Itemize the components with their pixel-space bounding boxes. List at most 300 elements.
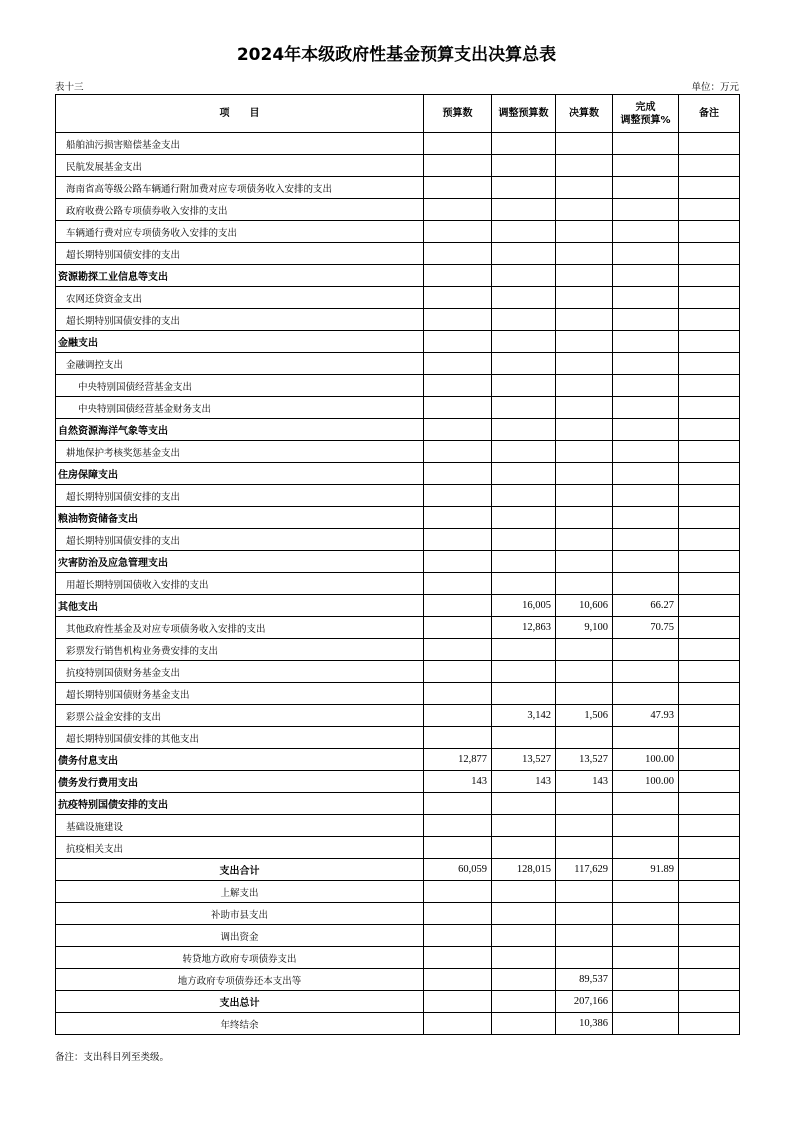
row-final-account — [556, 529, 613, 551]
row-note — [679, 309, 740, 331]
table-row — [56, 287, 740, 309]
row-note — [679, 463, 740, 485]
row-label: 资源勘探工业信息等支出 — [56, 265, 424, 287]
header-completion-ratio — [613, 95, 679, 133]
row-adjusted-budget — [492, 727, 556, 749]
row-label: 耕地保护考核奖惩基金支出 — [56, 441, 424, 463]
row-adjusted-budget — [492, 419, 556, 441]
header-budget: 预算数 — [424, 95, 492, 133]
table-row — [56, 793, 740, 815]
row-completion-ratio — [613, 639, 679, 661]
table-row — [56, 309, 740, 331]
row-label: 住房保障支出 — [56, 463, 424, 485]
row-adjusted-budget — [492, 529, 556, 551]
row-adjusted-budget — [492, 507, 556, 529]
row-adjusted-budget — [492, 815, 556, 837]
row-final-account — [556, 551, 613, 573]
row-note — [679, 441, 740, 463]
row-completion-ratio — [613, 353, 679, 375]
row-final-account: 89,537 — [556, 969, 613, 991]
row-completion-ratio — [613, 903, 679, 925]
row-final-account: 13,527 — [556, 749, 613, 771]
row-final-account — [556, 683, 613, 705]
row-completion-ratio — [613, 815, 679, 837]
row-budget — [424, 969, 492, 991]
row-note — [679, 683, 740, 705]
row-note — [679, 639, 740, 661]
row-adjusted-budget — [492, 969, 556, 991]
row-budget — [424, 177, 492, 199]
row-adjusted-budget: 143 — [492, 771, 556, 793]
row-note — [679, 529, 740, 551]
row-budget — [424, 661, 492, 683]
row-final-account: 10,606 — [556, 595, 613, 617]
row-final-account — [556, 331, 613, 353]
row-completion-ratio — [613, 133, 679, 155]
row-adjusted-budget — [492, 199, 556, 221]
row-completion-ratio — [613, 309, 679, 331]
row-label: 彩票公益金安排的支出 — [56, 705, 424, 727]
row-budget — [424, 683, 492, 705]
row-note — [679, 727, 740, 749]
row-adjusted-budget — [492, 287, 556, 309]
table-row — [56, 265, 740, 287]
row-adjusted-budget — [492, 155, 556, 177]
row-note — [679, 815, 740, 837]
table-row — [56, 485, 740, 507]
row-completion-ratio — [613, 441, 679, 463]
row-adjusted-budget — [492, 573, 556, 595]
table-row — [56, 947, 740, 969]
row-completion-ratio — [613, 947, 679, 969]
row-note — [679, 903, 740, 925]
row-completion-ratio — [613, 243, 679, 265]
row-note — [679, 705, 740, 727]
row-label: 用超长期特别国债收入安排的支出 — [56, 573, 424, 595]
row-note — [679, 265, 740, 287]
row-completion-ratio — [613, 573, 679, 595]
table-number: 表十三 — [55, 82, 84, 93]
row-label: 债务付息支出 — [56, 749, 424, 771]
row-final-account — [556, 903, 613, 925]
table-row — [56, 969, 740, 991]
row-note — [679, 837, 740, 859]
row-label: 调出资金 — [56, 925, 424, 947]
table-row — [56, 331, 740, 353]
row-label: 超长期特别国债安排的其他支出 — [56, 727, 424, 749]
row-budget — [424, 441, 492, 463]
row-completion-ratio — [613, 221, 679, 243]
row-completion-ratio — [613, 925, 679, 947]
table-row — [56, 177, 740, 199]
row-note — [679, 595, 740, 617]
row-label: 超长期特别国债安排的支出 — [56, 485, 424, 507]
table-row — [56, 991, 740, 1013]
row-final-account — [556, 309, 613, 331]
table-row — [56, 243, 740, 265]
row-label: 抗疫特别国债财务基金支出 — [56, 661, 424, 683]
row-label: 超长期特别国债安排的支出 — [56, 529, 424, 551]
row-final-account — [556, 947, 613, 969]
table-body — [56, 133, 740, 1035]
row-adjusted-budget — [492, 1013, 556, 1035]
row-final-account: 9,100 — [556, 617, 613, 639]
row-budget — [424, 639, 492, 661]
row-completion-ratio — [613, 1013, 679, 1035]
expenditure-table — [55, 94, 740, 1035]
row-budget — [424, 617, 492, 639]
table-row — [56, 661, 740, 683]
table-row — [56, 771, 740, 793]
row-budget — [424, 991, 492, 1013]
row-budget — [424, 397, 492, 419]
row-final-account — [556, 265, 613, 287]
row-budget — [424, 903, 492, 925]
table-row — [56, 815, 740, 837]
row-adjusted-budget — [492, 221, 556, 243]
row-final-account — [556, 441, 613, 463]
row-completion-ratio — [613, 397, 679, 419]
table-row — [56, 133, 740, 155]
row-note — [679, 617, 740, 639]
row-note — [679, 925, 740, 947]
row-adjusted-budget — [492, 331, 556, 353]
row-label: 上解支出 — [56, 881, 424, 903]
row-final-account — [556, 507, 613, 529]
header-adjusted-budget: 调整预算数 — [492, 95, 556, 133]
row-completion-ratio — [613, 375, 679, 397]
row-label: 年终结余 — [56, 1013, 424, 1035]
row-adjusted-budget: 128,015 — [492, 859, 556, 881]
row-budget — [424, 199, 492, 221]
row-completion-ratio — [613, 419, 679, 441]
row-completion-ratio: 100.00 — [613, 749, 679, 771]
row-final-account — [556, 925, 613, 947]
row-budget — [424, 815, 492, 837]
row-note — [679, 353, 740, 375]
row-note — [679, 551, 740, 573]
table-row — [56, 529, 740, 551]
row-completion-ratio: 66.27 — [613, 595, 679, 617]
row-completion-ratio — [613, 837, 679, 859]
row-note — [679, 969, 740, 991]
row-label: 支出合计 — [56, 859, 424, 881]
row-label: 超长期特别国债财务基金支出 — [56, 683, 424, 705]
table-header-row — [56, 95, 740, 133]
row-budget — [424, 485, 492, 507]
row-final-account — [556, 573, 613, 595]
row-completion-ratio — [613, 551, 679, 573]
row-label: 中央特别国债经营基金财务支出 — [56, 397, 424, 419]
row-note — [679, 991, 740, 1013]
row-budget — [424, 573, 492, 595]
table-row — [56, 441, 740, 463]
row-completion-ratio — [613, 331, 679, 353]
row-budget — [424, 419, 492, 441]
row-note — [679, 221, 740, 243]
row-note — [679, 199, 740, 221]
row-note — [679, 507, 740, 529]
row-final-account — [556, 815, 613, 837]
row-budget — [424, 595, 492, 617]
row-budget — [424, 155, 492, 177]
row-adjusted-budget: 16,005 — [492, 595, 556, 617]
row-completion-ratio — [613, 991, 679, 1013]
row-adjusted-budget — [492, 375, 556, 397]
row-budget: 143 — [424, 771, 492, 793]
row-label: 车辆通行费对应专项债务收入安排的支出 — [56, 221, 424, 243]
row-adjusted-budget — [492, 661, 556, 683]
row-final-account — [556, 881, 613, 903]
row-final-account — [556, 397, 613, 419]
row-budget — [424, 507, 492, 529]
row-note — [679, 331, 740, 353]
row-adjusted-budget — [492, 133, 556, 155]
row-completion-ratio — [613, 529, 679, 551]
row-label: 灾害防治及应急管理支出 — [56, 551, 424, 573]
table-row — [56, 859, 740, 881]
row-final-account — [556, 793, 613, 815]
row-budget — [424, 287, 492, 309]
row-label: 抗疫特别国债安排的支出 — [56, 793, 424, 815]
row-budget — [424, 265, 492, 287]
row-label: 债务发行费用支出 — [56, 771, 424, 793]
table-row — [56, 617, 740, 639]
row-final-account — [556, 485, 613, 507]
row-adjusted-budget — [492, 309, 556, 331]
table-row — [56, 573, 740, 595]
row-budget — [424, 529, 492, 551]
table-row — [56, 507, 740, 529]
table-row — [56, 683, 740, 705]
row-adjusted-budget — [492, 177, 556, 199]
table-row — [56, 837, 740, 859]
table-row — [56, 705, 740, 727]
row-label: 政府收费公路专项债券收入安排的支出 — [56, 199, 424, 221]
table-row — [56, 397, 740, 419]
row-label: 地方政府专项债券还本支出等 — [56, 969, 424, 991]
row-budget — [424, 1013, 492, 1035]
row-note — [679, 155, 740, 177]
row-note — [679, 397, 740, 419]
header-note: 备注 — [679, 95, 740, 133]
row-label: 超长期特别国债安排的支出 — [56, 309, 424, 331]
row-note — [679, 793, 740, 815]
row-final-account: 143 — [556, 771, 613, 793]
table-row — [56, 463, 740, 485]
row-budget — [424, 331, 492, 353]
row-budget — [424, 705, 492, 727]
table-row — [56, 419, 740, 441]
row-budget — [424, 221, 492, 243]
row-adjusted-budget — [492, 793, 556, 815]
row-budget — [424, 243, 492, 265]
table-row — [56, 903, 740, 925]
row-label: 船舶油污损害赔偿基金支出 — [56, 133, 424, 155]
row-label: 支出总计 — [56, 991, 424, 1013]
row-note — [679, 661, 740, 683]
row-note — [679, 771, 740, 793]
row-label: 海南省高等级公路车辆通行附加费对应专项债务收入安排的支出 — [56, 177, 424, 199]
row-final-account — [556, 463, 613, 485]
row-adjusted-budget — [492, 991, 556, 1013]
row-adjusted-budget — [492, 903, 556, 925]
row-label: 补助市县支出 — [56, 903, 424, 925]
row-completion-ratio — [613, 463, 679, 485]
row-note — [679, 485, 740, 507]
row-final-account — [556, 353, 613, 375]
row-budget — [424, 947, 492, 969]
row-note — [679, 133, 740, 155]
row-final-account: 117,629 — [556, 859, 613, 881]
table-row — [56, 595, 740, 617]
row-note — [679, 859, 740, 881]
row-completion-ratio: 100.00 — [613, 771, 679, 793]
row-note — [679, 375, 740, 397]
row-final-account — [556, 727, 613, 749]
row-budget — [424, 881, 492, 903]
row-final-account: 207,166 — [556, 991, 613, 1013]
row-completion-ratio: 70.75 — [613, 617, 679, 639]
row-note — [679, 243, 740, 265]
row-final-account: 1,506 — [556, 705, 613, 727]
row-completion-ratio — [613, 793, 679, 815]
row-note — [679, 947, 740, 969]
row-label: 转贷地方政府专项债券支出 — [56, 947, 424, 969]
row-budget: 12,877 — [424, 749, 492, 771]
row-label: 其他支出 — [56, 595, 424, 617]
row-final-account — [556, 221, 613, 243]
row-final-account — [556, 837, 613, 859]
row-note — [679, 573, 740, 595]
row-final-account — [556, 177, 613, 199]
row-completion-ratio — [613, 507, 679, 529]
row-label: 农网还贷资金支出 — [56, 287, 424, 309]
row-adjusted-budget — [492, 463, 556, 485]
row-completion-ratio — [613, 199, 679, 221]
row-completion-ratio: 91.89 — [613, 859, 679, 881]
row-adjusted-budget: 12,863 — [492, 617, 556, 639]
row-note — [679, 177, 740, 199]
header-item: 项 目 — [56, 95, 424, 133]
row-adjusted-budget — [492, 243, 556, 265]
row-budget — [424, 551, 492, 573]
row-adjusted-budget — [492, 639, 556, 661]
row-completion-ratio — [613, 265, 679, 287]
page-title: 2024年本级政府性基金预算支出决算总表 — [236, 45, 557, 65]
row-budget — [424, 463, 492, 485]
table-row — [56, 881, 740, 903]
row-budget — [424, 793, 492, 815]
table-row — [56, 925, 740, 947]
row-label: 民航发展基金支出 — [56, 155, 424, 177]
row-label: 自然资源海洋气象等支出 — [56, 419, 424, 441]
row-label: 金融调控支出 — [56, 353, 424, 375]
row-completion-ratio — [613, 683, 679, 705]
row-completion-ratio — [613, 177, 679, 199]
row-label: 中央特别国债经营基金支出 — [56, 375, 424, 397]
row-final-account — [556, 155, 613, 177]
row-adjusted-budget — [492, 441, 556, 463]
table-row — [56, 221, 740, 243]
row-adjusted-budget — [492, 683, 556, 705]
row-final-account — [556, 287, 613, 309]
row-note — [679, 419, 740, 441]
row-final-account — [556, 419, 613, 441]
header-ratio-line1: 完成 — [635, 101, 656, 113]
header-final-account: 决算数 — [556, 95, 613, 133]
row-final-account — [556, 639, 613, 661]
row-completion-ratio — [613, 485, 679, 507]
table-row — [56, 727, 740, 749]
row-adjusted-budget — [492, 925, 556, 947]
row-final-account — [556, 243, 613, 265]
row-budget — [424, 837, 492, 859]
row-label: 超长期特别国债安排的支出 — [56, 243, 424, 265]
row-budget: 60,059 — [424, 859, 492, 881]
row-budget — [424, 309, 492, 331]
row-label: 抗疫相关支出 — [56, 837, 424, 859]
row-completion-ratio — [613, 969, 679, 991]
row-completion-ratio — [613, 727, 679, 749]
row-budget — [424, 375, 492, 397]
table-row — [56, 353, 740, 375]
row-label: 彩票发行销售机构业务费安排的支出 — [56, 639, 424, 661]
row-adjusted-budget: 3,142 — [492, 705, 556, 727]
row-final-account — [556, 661, 613, 683]
row-note — [679, 287, 740, 309]
row-completion-ratio — [613, 661, 679, 683]
row-adjusted-budget — [492, 551, 556, 573]
row-budget — [424, 353, 492, 375]
table-row — [56, 1013, 740, 1035]
header-ratio-line2: 调整预算% — [620, 114, 671, 126]
row-final-account: 10,386 — [556, 1013, 613, 1035]
row-adjusted-budget — [492, 353, 556, 375]
row-label: 其他政府性基金及对应专项债务收入安排的支出 — [56, 617, 424, 639]
unit-label: 单位：万元 — [691, 82, 739, 93]
row-completion-ratio — [613, 881, 679, 903]
row-label: 粮油物资储备支出 — [56, 507, 424, 529]
row-final-account — [556, 199, 613, 221]
table-row — [56, 551, 740, 573]
row-note — [679, 881, 740, 903]
row-adjusted-budget — [492, 947, 556, 969]
row-adjusted-budget — [492, 837, 556, 859]
row-completion-ratio — [613, 155, 679, 177]
row-adjusted-budget — [492, 881, 556, 903]
row-label: 金融支出 — [56, 331, 424, 353]
table-row — [56, 199, 740, 221]
row-label: 基础设施建设 — [56, 815, 424, 837]
table-row — [56, 749, 740, 771]
row-note — [679, 749, 740, 771]
row-budget — [424, 727, 492, 749]
row-budget — [424, 925, 492, 947]
table-row — [56, 375, 740, 397]
row-adjusted-budget: 13,527 — [492, 749, 556, 771]
row-completion-ratio: 47.93 — [613, 705, 679, 727]
table-row — [56, 639, 740, 661]
row-adjusted-budget — [492, 265, 556, 287]
row-final-account — [556, 375, 613, 397]
row-completion-ratio — [613, 287, 679, 309]
row-final-account — [556, 133, 613, 155]
row-note — [679, 1013, 740, 1035]
row-adjusted-budget — [492, 485, 556, 507]
table-row — [56, 155, 740, 177]
row-budget — [424, 133, 492, 155]
